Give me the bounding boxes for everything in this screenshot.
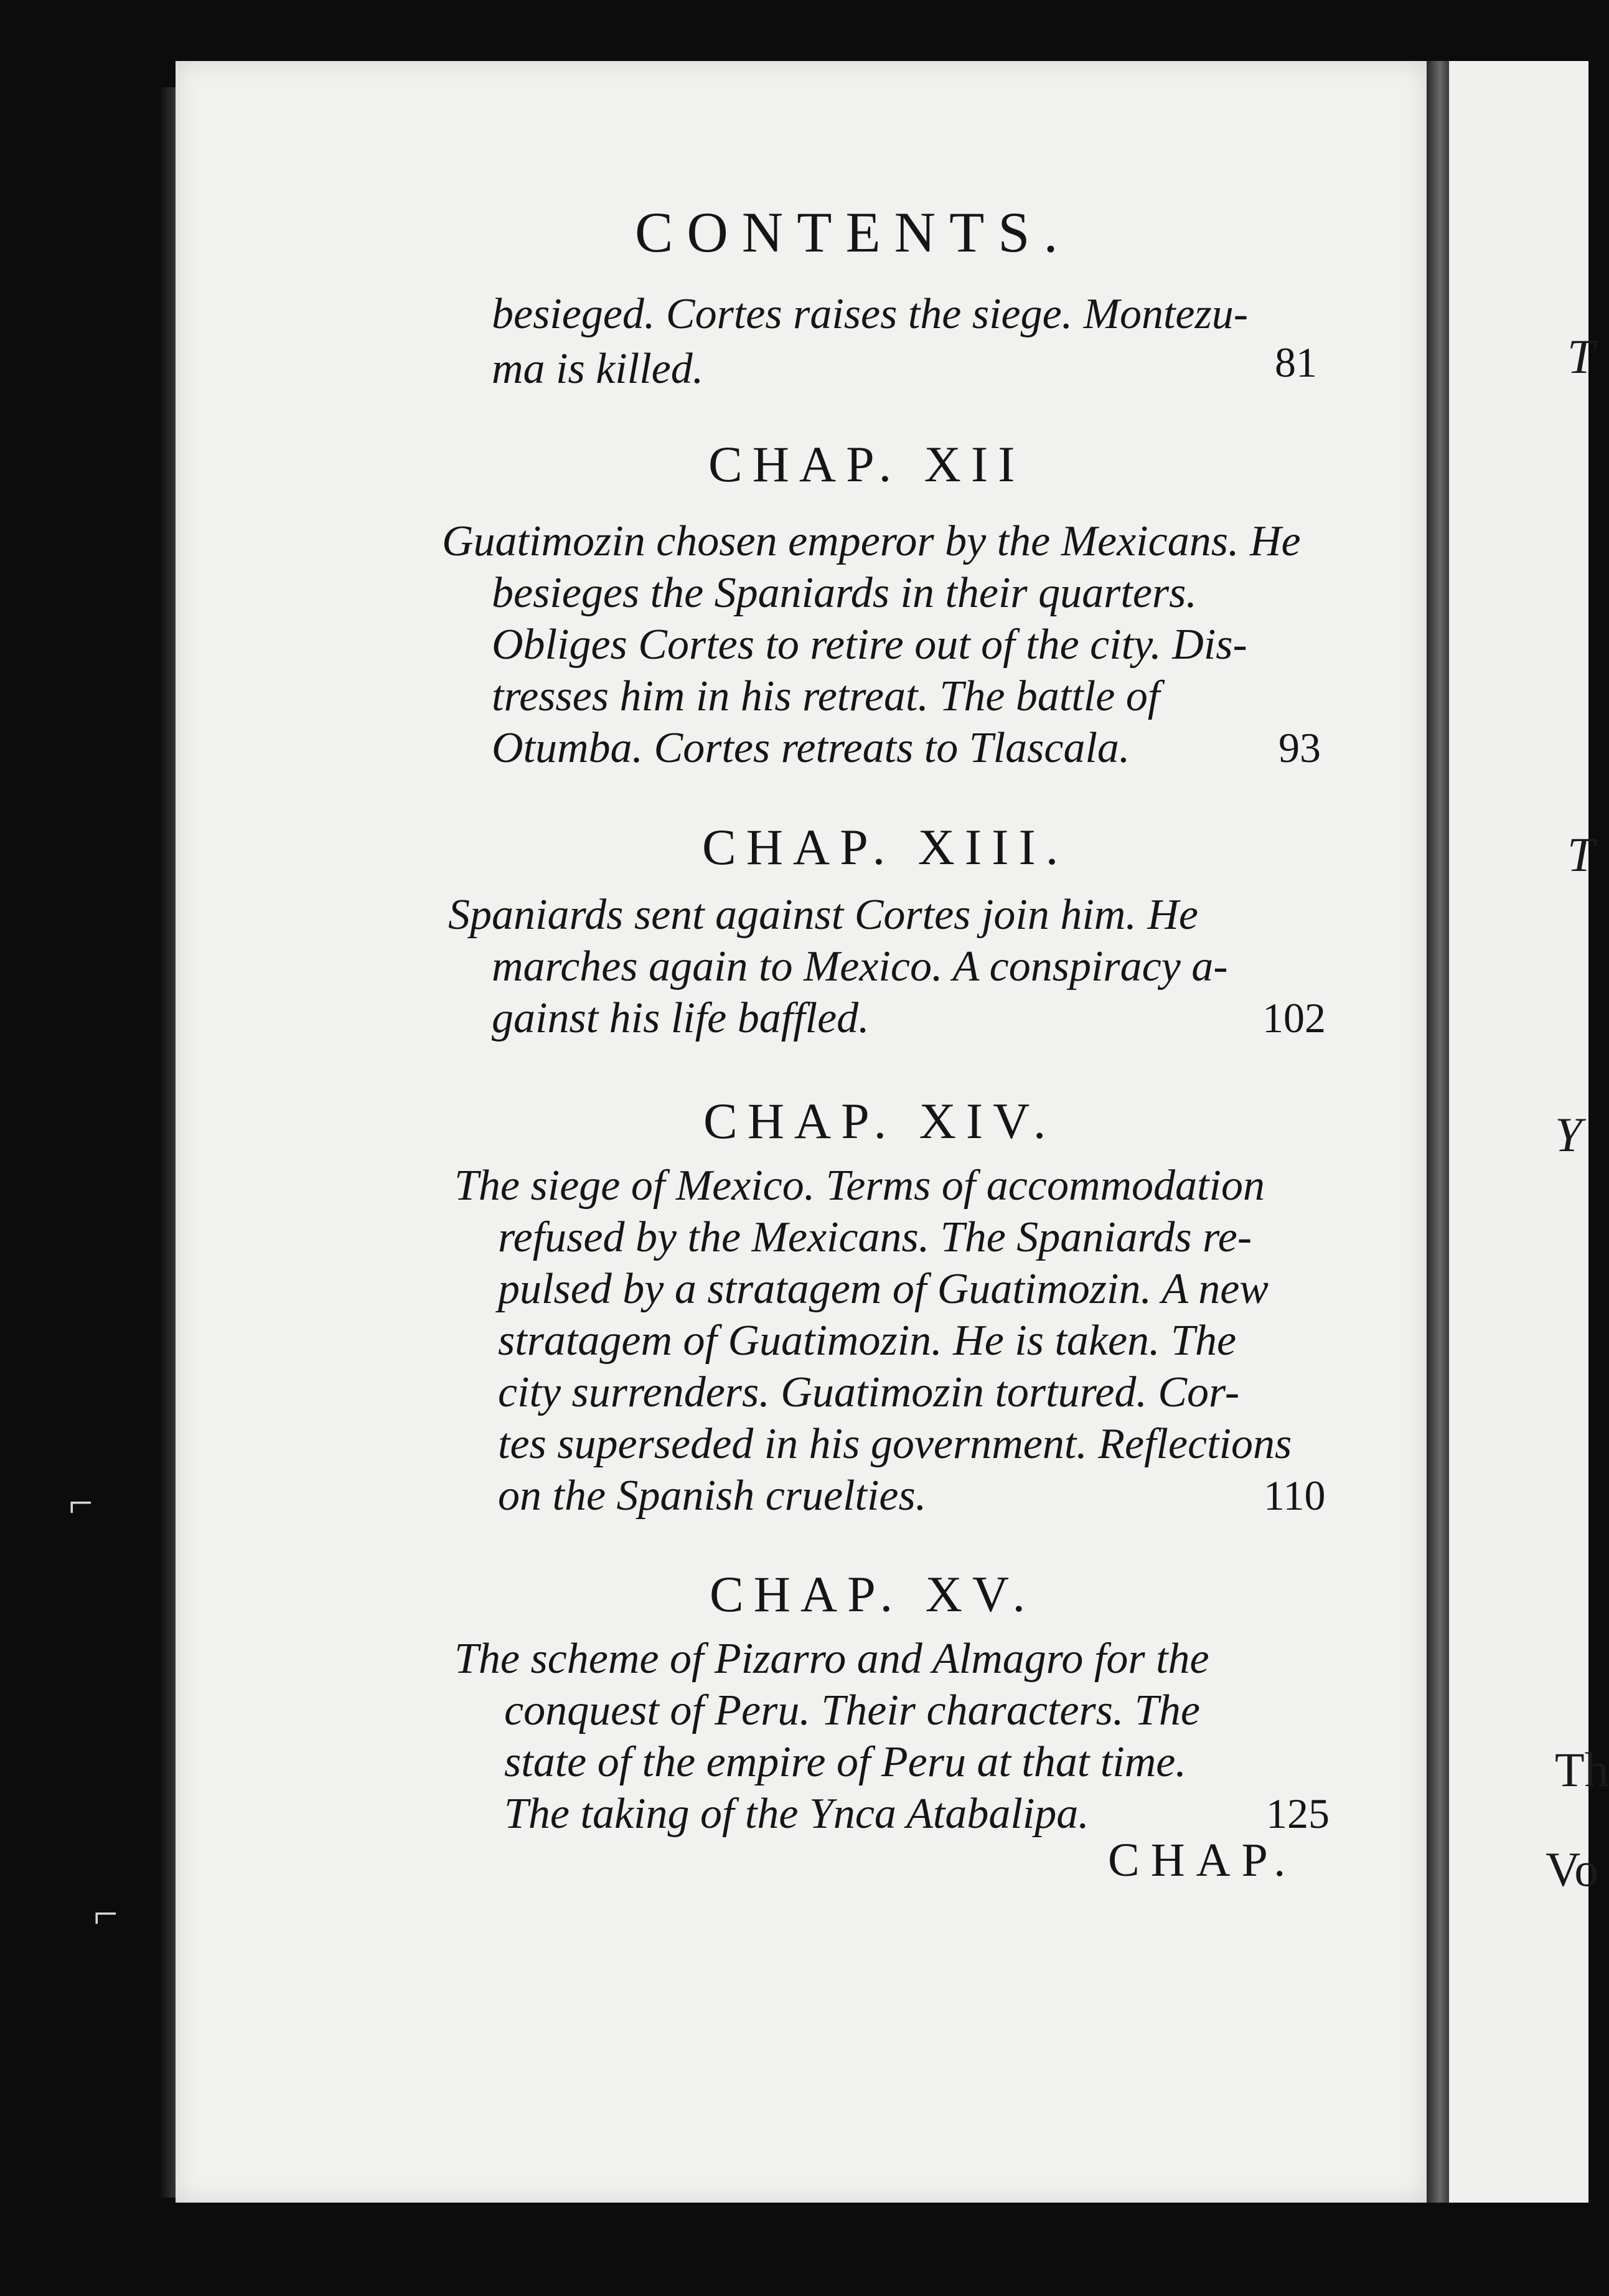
chapter-heading: CHAP. XV.	[710, 1566, 1036, 1622]
toc-line: The siege of Mexico. Terms of accommodation	[454, 1162, 1265, 1210]
facing-page-fragment: T	[1567, 329, 1595, 383]
toc-line: Obliges Cortes to retire out of the city. Dis-	[492, 621, 1247, 669]
margin-mark: ⌐	[68, 1479, 93, 1527]
toc-line: pulsed by a stratagem of Guatimozin. A new	[498, 1265, 1269, 1313]
chapter-heading: CHAP. XIII.	[702, 819, 1069, 875]
toc-line: state of the empire of Peru at that time.	[504, 1738, 1186, 1786]
toc-line: Guatimozin chosen emperor by the Mexicans. He	[442, 517, 1301, 565]
toc-line: refused by the Mexicans. The Spaniards re-	[498, 1213, 1252, 1261]
toc-line: besieged. Cortes raises the siege. Montezu-	[492, 290, 1249, 338]
chapter-heading: CHAP. XIV.	[703, 1093, 1056, 1149]
toc-line: conquest of Peru. Their characters. The	[504, 1687, 1200, 1734]
facing-page	[1449, 61, 1609, 2203]
toc-line: Otumba. Cortes retreats to Tlascala.	[492, 724, 1130, 772]
toc-line: The taking of the Ynca Atabalipa.	[504, 1790, 1089, 1838]
page-number: 125	[1266, 1790, 1330, 1837]
toc-line: The scheme of Pizarro and Almagro for the	[454, 1635, 1209, 1683]
page-number: 93	[1278, 724, 1321, 771]
toc-line: marches again to Mexico. A conspiracy a-	[492, 943, 1228, 990]
toc-line: ma is killed.	[492, 345, 704, 393]
page-number: 102	[1262, 994, 1326, 1042]
book-gutter	[1427, 61, 1449, 2203]
toc-line: tresses him in his retreat. The battle of	[492, 672, 1160, 720]
facing-page-fragment: Th	[1555, 1743, 1609, 1797]
margin-mark: ⌐	[93, 1890, 118, 1938]
page-edge-shadow	[161, 87, 176, 2198]
toc-line: on the Spanish cruelties.	[498, 1472, 927, 1520]
toc-line: besieges the Spaniards in their quarters.	[492, 569, 1197, 617]
facing-page-fragment: Y	[1555, 1108, 1582, 1162]
page-number: 81	[1275, 339, 1317, 386]
facing-page-fragment: Vo	[1546, 1842, 1599, 1896]
facing-page-fragment: T	[1567, 827, 1595, 882]
toc-line: tes superseded in his government. Reflections	[498, 1420, 1292, 1468]
chapter-heading: CHAP. XII	[708, 436, 1025, 492]
toc-line: gainst his life baffled.	[492, 994, 870, 1042]
page-title: CONTENTS.	[635, 200, 1072, 264]
toc-line: stratagem of Guatimozin. He is taken. The	[498, 1317, 1237, 1365]
page-number: 110	[1264, 1472, 1326, 1519]
toc-line: city surrenders. Guatimozin tortured. Cor-	[498, 1368, 1240, 1416]
toc-line: Spaniards sent against Cortes join him. He	[448, 891, 1198, 939]
catchword: CHAP.	[1108, 1834, 1297, 1886]
